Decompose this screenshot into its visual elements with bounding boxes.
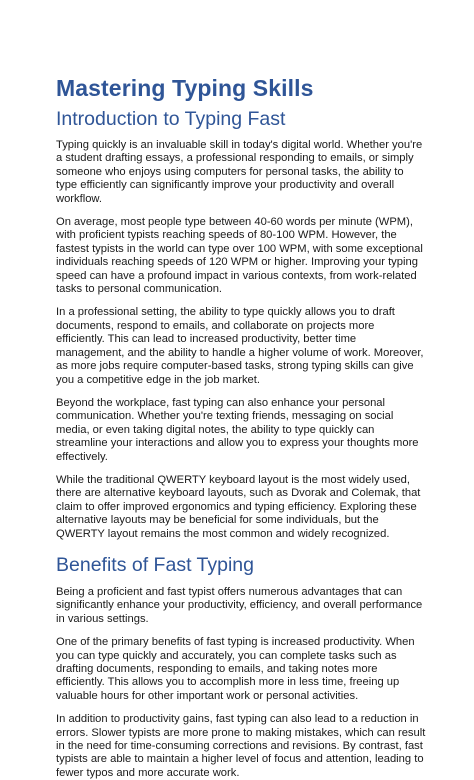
paragraph: In addition to productivity gains, fast typing can also lead to a reduction in errors. Slower typists are more prone to making mistakes, which can result in the need for time-consuming corrections and revisions. By contrast, fast typists are able to maintain a higher level of focus and attention, leading to fewer typos and more accurate work. [56, 713, 426, 779]
document-title: Mastering Typing Skills [56, 75, 314, 101]
paragraph: While the traditional QWERTY keyboard layout is the most widely used, there are alternative keyboard layouts, such as Dvorak and Colemak, that claim to offer improved ergonomics and typing efficiency. Exploring these alternative layouts may be beneficial for some individuals, but the QWERTY layout remains the most common and widely recognized. [56, 473, 421, 540]
paragraph: Typing quickly is an invaluable skill in today's digital world. Whether you're a student drafting essays, a professional responding to emails, or simply someone who enjoys using computers for personal tasks, the ability to type efficiently can significantly improve your productivity and overall workflow. [56, 139, 423, 205]
paragraph: On average, most people type between 40-60 words per minute (WPM), with proficient typists reaching speeds of 80-100 WPM. However, the fastest typists in the world can type over 100 WPM, with some exceptional individuals reaching speeds of 120 WPM or higher. Improving your typing speed can have a profound impact in various contexts, from work-related tasks to personal communication. [56, 216, 423, 296]
section-heading-benefits: Benefits of Fast Typing [56, 553, 254, 576]
document-page [56, 74, 426, 780]
section-heading-introduction: Introduction to Typing Fast [56, 108, 286, 130]
paragraph: Being a proficient and fast typist offers numerous advantages that can significantly enhance your productivity, efficiency, and overall performance in various settings. [56, 585, 423, 625]
paragraph: In a professional setting, the ability to type quickly allows you to draft documents, respond to emails, and collaborate on projects more efficiently. This can lead to increased productivity, better time management, and the ability to handle a higher volume of work. Moreover, as more jobs require computer-based tasks, strong typing skills can give you a competitive edge in the job market. [56, 306, 424, 386]
paragraph: Beyond the workplace, fast typing can also enhance your personal communication. Whether you're texting friends, messaging on social media, or even taking digital notes, the ability to type quickly can streamline your interactions and allow you to express your thoughts more effectively. [56, 396, 419, 463]
paragraph: One of the primary benefits of fast typing is increased productivity. When you can type quickly and accurately, you can complete tasks such as drafting documents, responding to emails, and taking notes more efficiently. This allows you to accomplish more in less time, freeing up valuable hours for other important work or personal activities. [56, 636, 415, 702]
